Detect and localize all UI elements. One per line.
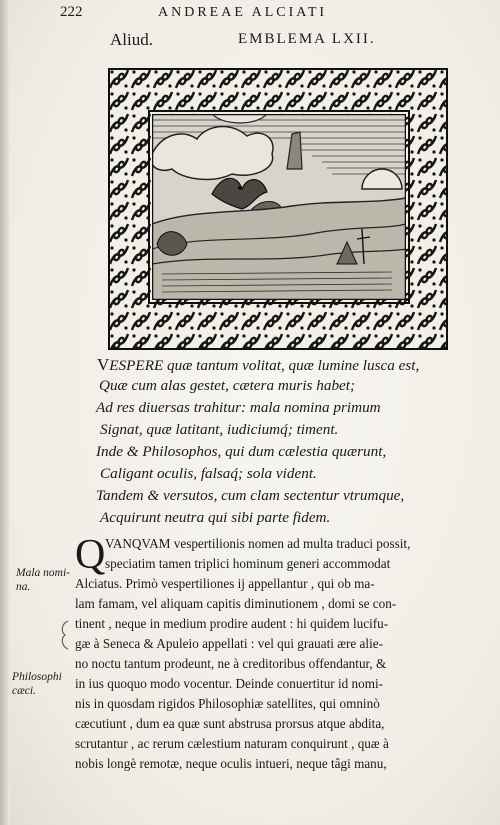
margin-note-line: na. [16,581,31,593]
margin-note-line: Mala nomi- [16,567,70,579]
emblem-heading [110,30,450,52]
verse-line: Inde & Philosophos, qui dum cælestia quærunt, [96,443,387,460]
prose-line: cæcutiunt , dum ea quæ sunt abstrusa prorsus atque abdita, [75,716,385,731]
prose-line: Alciatus. Primò vespertiliones ij appellantur , qui ob ma- [75,576,375,591]
aliud-label: Aliud. [110,30,153,49]
verse-line [97,355,419,375]
running-head-title: ANDREAE ALCIATI [158,5,328,20]
verse-line: Acquirunt neutra qui sibi parte fidem. [100,509,331,526]
running-head [60,4,480,26]
prose-line: nobis longè remotæ, neque oculis intueri, neque tâgi manu, [75,756,387,771]
verse-lead-letter: V [97,355,110,374]
page-number: 222 [60,4,83,20]
verse-text: ESPERE quæ tantum volitat, quæ lumine lusca est, [109,357,420,374]
emblem-number: EMBLEMA LXII. [238,31,376,47]
verse-line: Caligant oculis, falsaq́; sola vident. [100,465,317,482]
handwritten-bracket-icon [58,620,72,650]
page-gutter-shadow [0,0,10,825]
prose-line: gæ à Seneca & Apuleio appellati : vel qui grauati ære alie- [75,636,383,651]
drop-cap: Q [75,532,106,578]
prose-line: scrutantur , ac rerum cælestium naturam conquirunt , quæ à [75,736,389,751]
verse-line: Signat, quæ latitant, iudiciumq́; timent. [100,421,339,438]
prose-line: tinent , neque in medium prodire audent : hi quidem lucifu- [75,616,389,631]
prose-line: in ius quoquo modo vocentur. Deinde conuertitur id nomi- [75,676,384,691]
margin-note-philosophi [12,670,62,698]
prose-line: VANQVAM vespertilionis nomen ad multa traduci possit, [105,536,411,551]
prose-line: lam famam, vel aliquam capitis diminutionem , domi se con- [75,596,397,611]
prose-line: speciatim tamen triplici hominum generi accommodat [105,556,391,571]
verse-line: Ad res diuersas trahitur: mala nomina primum [96,399,381,416]
prose-line: nis in quosdam rigidos Philosophiæ satellites, qui omninò [75,696,380,711]
margin-note-line: Philosophi [12,671,62,683]
verse-line: Tandem & versutos, cum clam sectentur vtrumque, [96,487,405,504]
verse-line: Quæ cum alas gestet, cætera muris habet; [99,377,356,394]
woodcut-bat-landscape-icon [152,114,406,300]
margin-note-line: cæci. [12,685,36,697]
margin-note-mala [16,566,70,594]
prose-line: no noctu tantum prodeunt, ne à creditoribus offendantur, & [75,656,387,671]
